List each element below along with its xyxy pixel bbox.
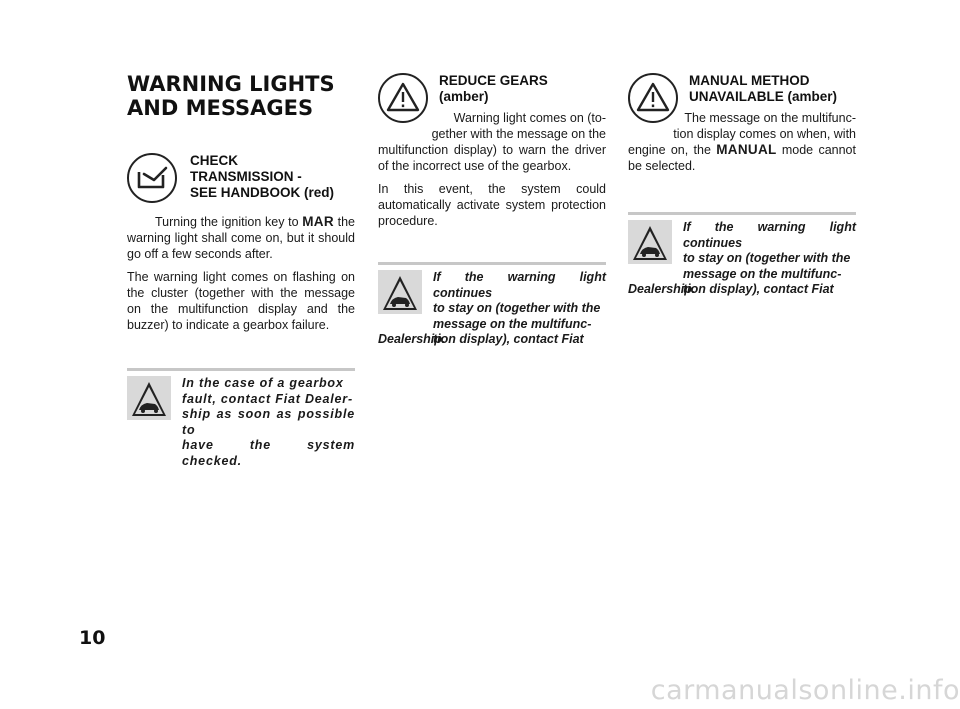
- heading-line: (amber): [439, 89, 489, 104]
- text: engine on, the: [628, 143, 717, 157]
- heading-line: SEE HANDBOOK (red): [190, 185, 335, 200]
- paragraph: [127, 214, 355, 262]
- note-line: fault, contact Fiat Dealer-: [182, 391, 353, 406]
- note-line: tion display), contact Fiat: [683, 282, 834, 296]
- gearbox-fault-note: [182, 376, 355, 469]
- check-transmission-body: [127, 214, 355, 340]
- note-line: to stay on (together with the: [433, 301, 601, 315]
- note-line: If the warning light continues: [683, 220, 856, 250]
- note-divider: [378, 262, 606, 265]
- watermark: carmanualsonline.info: [650, 675, 960, 706]
- manual-method-note-end: Dealership.: [628, 282, 696, 296]
- page-title-line1: WARNING LIGHTS: [127, 72, 335, 96]
- paragraph: multifunction display) to warn the driver of the incorrect use of the gearbox.: [378, 143, 606, 173]
- car-warning-icon: [628, 220, 672, 264]
- manual-method-heading: [689, 73, 869, 105]
- paragraph: [378, 110, 606, 142]
- manual-method-body: [628, 110, 856, 181]
- text: the warning light shall come on, but it should go off a few seconds after.: [127, 215, 355, 261]
- heading-line: REDUCE GEARS: [439, 73, 548, 88]
- page-title: [127, 72, 357, 120]
- note-divider: [628, 212, 856, 215]
- paragraph: In this event, the system could automatically activate system protection procedure.: [378, 182, 606, 228]
- note-line: In the case of a gearbox: [182, 376, 344, 390]
- page-title-line2: AND MESSAGES: [127, 96, 314, 120]
- note-line: If the warning light continues: [433, 270, 606, 300]
- text-line: The message on the multifunc-: [684, 111, 856, 125]
- paragraph: The warning light comes on flashing on the cluster (together with the message on the multifunction display and the buzzer) to indicate a gearbox failure.: [127, 270, 355, 332]
- check-transmission-heading: [190, 153, 360, 201]
- manual-mode-label: MANUAL: [716, 142, 777, 157]
- note-line: ship as soon as possible to: [182, 407, 355, 437]
- manual-method-note: [683, 220, 856, 298]
- text: Turning the ignition key to: [155, 215, 303, 229]
- key-position-mar: MAR: [302, 214, 334, 229]
- reduce-gears-note-end: Dealership.: [378, 332, 446, 346]
- note-line: message on the multifunc-: [683, 266, 842, 281]
- note-line: message on the multifunc-: [433, 316, 592, 331]
- note-line: have the system checked.: [182, 438, 355, 468]
- text-line: Warning light comes on (to-: [453, 111, 606, 125]
- reduce-gears-note: [433, 270, 606, 348]
- gearbox-warning-icon: [127, 153, 177, 203]
- note-line: tion display), contact Fiat: [433, 332, 584, 346]
- heading-line: UNAVAILABLE (amber): [689, 89, 838, 104]
- reduce-gears-heading: [439, 73, 609, 105]
- paragraph: [628, 110, 856, 142]
- reduce-gears-body: [378, 110, 606, 236]
- car-warning-icon: [378, 270, 422, 314]
- text-line: tion display comes on when, with: [673, 127, 856, 141]
- note-line: to stay on (together with the: [683, 251, 851, 265]
- heading-line: MANUAL METHOD: [689, 73, 810, 88]
- paragraph: [628, 142, 856, 174]
- page-number: 10: [79, 627, 106, 649]
- car-warning-icon: [127, 376, 171, 420]
- heading-line: TRANSMISSION -: [190, 169, 302, 184]
- note-divider: [127, 368, 355, 371]
- heading-line: CHECK: [190, 153, 239, 168]
- text: mode cannot be selected.: [628, 143, 856, 173]
- text-line: gether with the message on the: [431, 127, 606, 141]
